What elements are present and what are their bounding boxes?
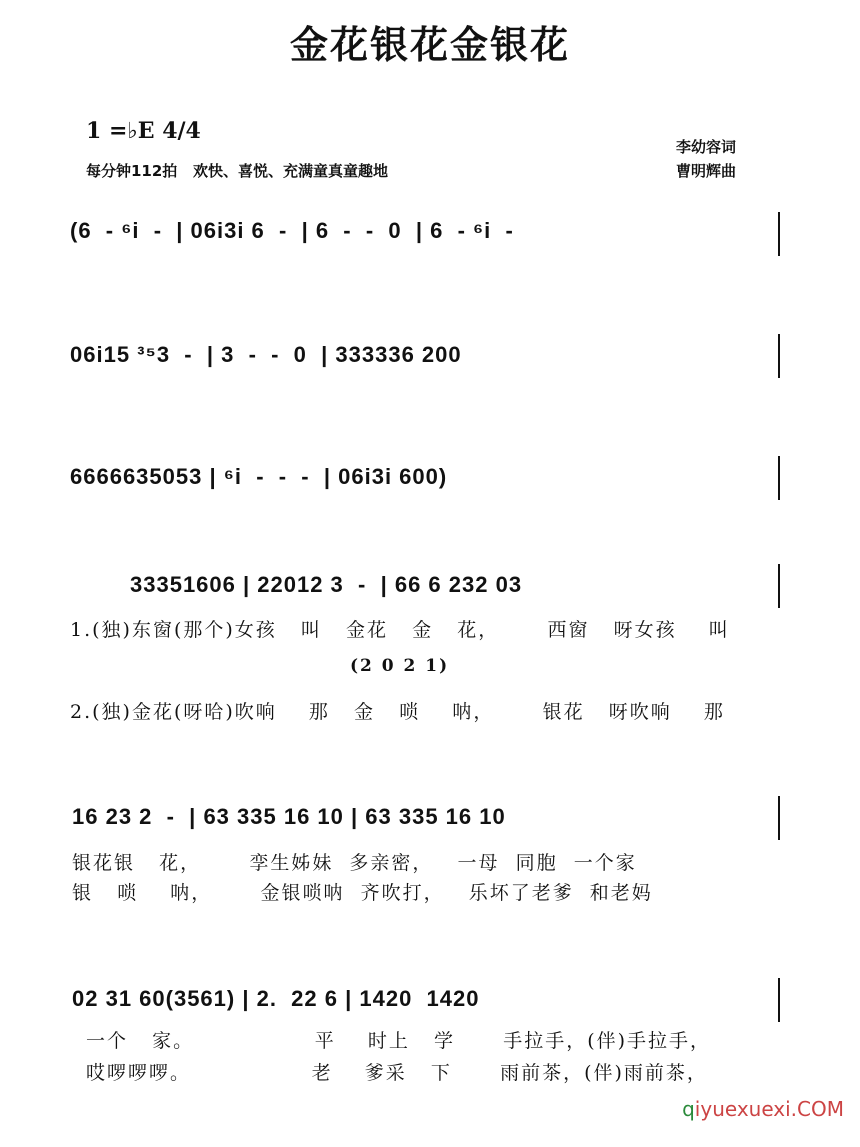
notation-line-2: 06i15 ³⁵3 - | 3 - - 0 | 333336 200 bbox=[70, 342, 462, 367]
lyric-verse-2: 哎啰啰啰。 老 爹采 下 雨前茶，(伴)雨前茶， bbox=[86, 1062, 708, 1084]
barline bbox=[778, 564, 780, 608]
alt-notation: (2 0 2 1) bbox=[350, 656, 450, 676]
notation-line-1: (6 - ⁶i - | 06i3i 6 - | 6 - - 0 | 6 - ⁶i - bbox=[70, 218, 514, 243]
lyric-verse-1: 一个 家。 平 时上 学 手拉手，(伴)手拉手， bbox=[86, 1030, 712, 1052]
lyric-verse-2: 2.(独)金花(呀哈)吹响 那 金 唢 呐， 银花 呀吹响 那 bbox=[70, 701, 725, 723]
notation-line-5: 16 23 2 - | 63 335 16 10 | 63 335 16 10 bbox=[72, 804, 506, 829]
lyricist-credit: 李幼容词 bbox=[676, 138, 737, 156]
page-title: 金花银花金银花 bbox=[289, 23, 570, 67]
barline bbox=[778, 978, 780, 1022]
barline bbox=[778, 796, 780, 840]
site-watermark: qiyuexuexi.COM bbox=[682, 1097, 844, 1121]
lyric-verse-2: 银 唢 呐， 金银唢呐 齐吹打， 乐坏了老爹 和老妈 bbox=[72, 882, 653, 904]
lyric-verse-1: 1.(独)东窗(那个)女孩 叫 金花 金 花， 西窗 呀女孩 叫 bbox=[70, 619, 730, 641]
notation-line-4: 33351606 | 22012 3 - | 66 6 232 03 bbox=[130, 572, 523, 597]
barline bbox=[778, 212, 780, 256]
barline bbox=[778, 334, 780, 378]
composer-credit: 曹明辉曲 bbox=[676, 162, 737, 180]
notation-line-3: 6666635053 | ⁶i - - - | 06i3i 600) bbox=[70, 464, 448, 489]
tempo-marking: 每分钟112拍 欢快、喜悦、充满童真童趣地 bbox=[86, 162, 388, 180]
lyric-verse-1: 银花银 花， 孪生姊妹 多亲密， 一母 同胞 一个家 bbox=[72, 852, 637, 874]
barline bbox=[778, 456, 780, 500]
notation-line-6: 02 31 60(3561) | 2. 22 6 | 1420 1420 bbox=[72, 986, 480, 1011]
key-signature: 1 =♭E 4/4 bbox=[86, 118, 201, 144]
